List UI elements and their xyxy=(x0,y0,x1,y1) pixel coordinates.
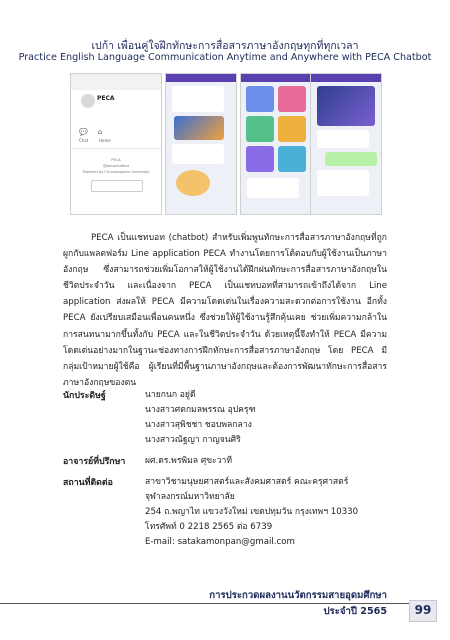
advisor-label: อาจารย์ที่ปรึกษา xyxy=(63,457,126,467)
chat-home-icons: 💬⌂ xyxy=(79,128,113,136)
small-line-1: PECA xyxy=(111,158,121,162)
chat-screenshot-1 xyxy=(165,73,237,215)
footer-title: การประกวดผลงานนวัตกรรมสายอุดมศึกษา xyxy=(209,590,387,601)
peca-logo-icon xyxy=(81,94,95,108)
inventor-1: นายกนก อยู่ดี xyxy=(145,390,196,400)
page-number: 99 xyxy=(414,603,432,617)
chat-screenshot-2 xyxy=(240,73,312,215)
description-paragraph: PECA เป็นแชทบอท (chatbot) สำหรับเพิ่มพูนทักษะการสื่อสารภาษาอังกฤษที่ถูกผูกกับแพลตฟอร์ม Line application PECA ทำงานโดยการโต้ตอบกับผู้ใช้งานเป็นภาษาอังกฤษ ซึ่งสามารถช่วยเพิ่มโอกาสให้ผู้ใช้งานได้ฝึกฝนทักษะการสื่อสารภาษาอังกฤษในชีวิตประจำวัน และเนื่องจาก PECA เป็นแชทบอทที่สามารถเข้าถึงได้จาก Line application ส่งผลให้ PECA มีความโดดเด่นในเรื่องความสะดวกต่อการใช้งาน อีกทั้ง PECA ยังเปรียบเสมือนเพื่อนคนหนึ่ง ซึ่งช่วยให้ผู้ใช้งานรู้สึกคุ้นเคย ช่วยเพิ่มความกล้าในการสนทนามากขึ้นทั้งกับ PECA และในชีวิตประจำวัน ด้วยเหตุนี้จึงทำให้ PECA มีความโดดเด่นอย่างมากในฐานะช่องทางการฝึกทักษะการสื่อสารภาษาอังกฤษ โดย PECA มีกลุ่มเป้าหมายผู้ใช้คือ ผู้เรียนที่มีพื้นฐานภาษาอังกฤษและต้องการพัฒนาทักษะการสื่อสารภาษาอังกฤษของตน xyxy=(63,233,387,388)
inventor-3: นางสาวสุพิชชา ชอบพลกลาง xyxy=(145,420,252,430)
contact-email: E-mail: satakamonpan@gmail.com xyxy=(145,537,295,547)
footer-year: ประจำปี 2565 xyxy=(323,606,387,617)
inventors-label: นักประดิษฐ์ xyxy=(63,391,106,401)
contact-line-1: สาขาวิชามนุษยศาสตร์และสังคมศาสตร์ คณะครุศาสตร์ xyxy=(145,477,349,487)
chat-button-label: Chat xyxy=(79,138,89,143)
contact-line-3: 254 ถ.พญาไท แขวงวังใหม่ เขตปทุมวัน กรุงเทพฯ 10330 xyxy=(145,507,359,517)
home-button-label: Home xyxy=(99,138,111,143)
contact-label: สถานที่ติดต่อ xyxy=(63,478,113,488)
inventor-2: นางสาวศตกมลพรรณ อุปครุฑ xyxy=(145,405,256,415)
small-line-2: @pecachatbot xyxy=(102,164,130,168)
contact-line-4: โทรศัพท์ 0 2218 2565 ต่อ 6739 xyxy=(145,522,273,532)
title-thai: เปก้า เพื่อนคู่ใจฝึกทักษะการสื่อสารภาษาอังกฤษทุกที่ทุกเวลา xyxy=(91,40,359,52)
title-english: Practice English Language Communication Anytime and Anywhere with PECA Chatbot xyxy=(18,52,432,63)
chat-screenshot-3 xyxy=(310,73,382,215)
profile-screenshot xyxy=(70,73,162,215)
advisor-name: ผศ.ดร.พรพิมล ศุขะวาที xyxy=(145,456,233,466)
contact-line-2: จุฬาลงกรณ์มหาวิทยาลัย xyxy=(145,492,235,502)
small-line-3: Powered by Chulalongkorn University xyxy=(82,170,150,174)
app-screenshots xyxy=(70,73,380,213)
inventor-4: นางสาวณัฐญา กาญจนศิริ xyxy=(145,435,241,445)
app-name: PECA xyxy=(97,95,115,102)
